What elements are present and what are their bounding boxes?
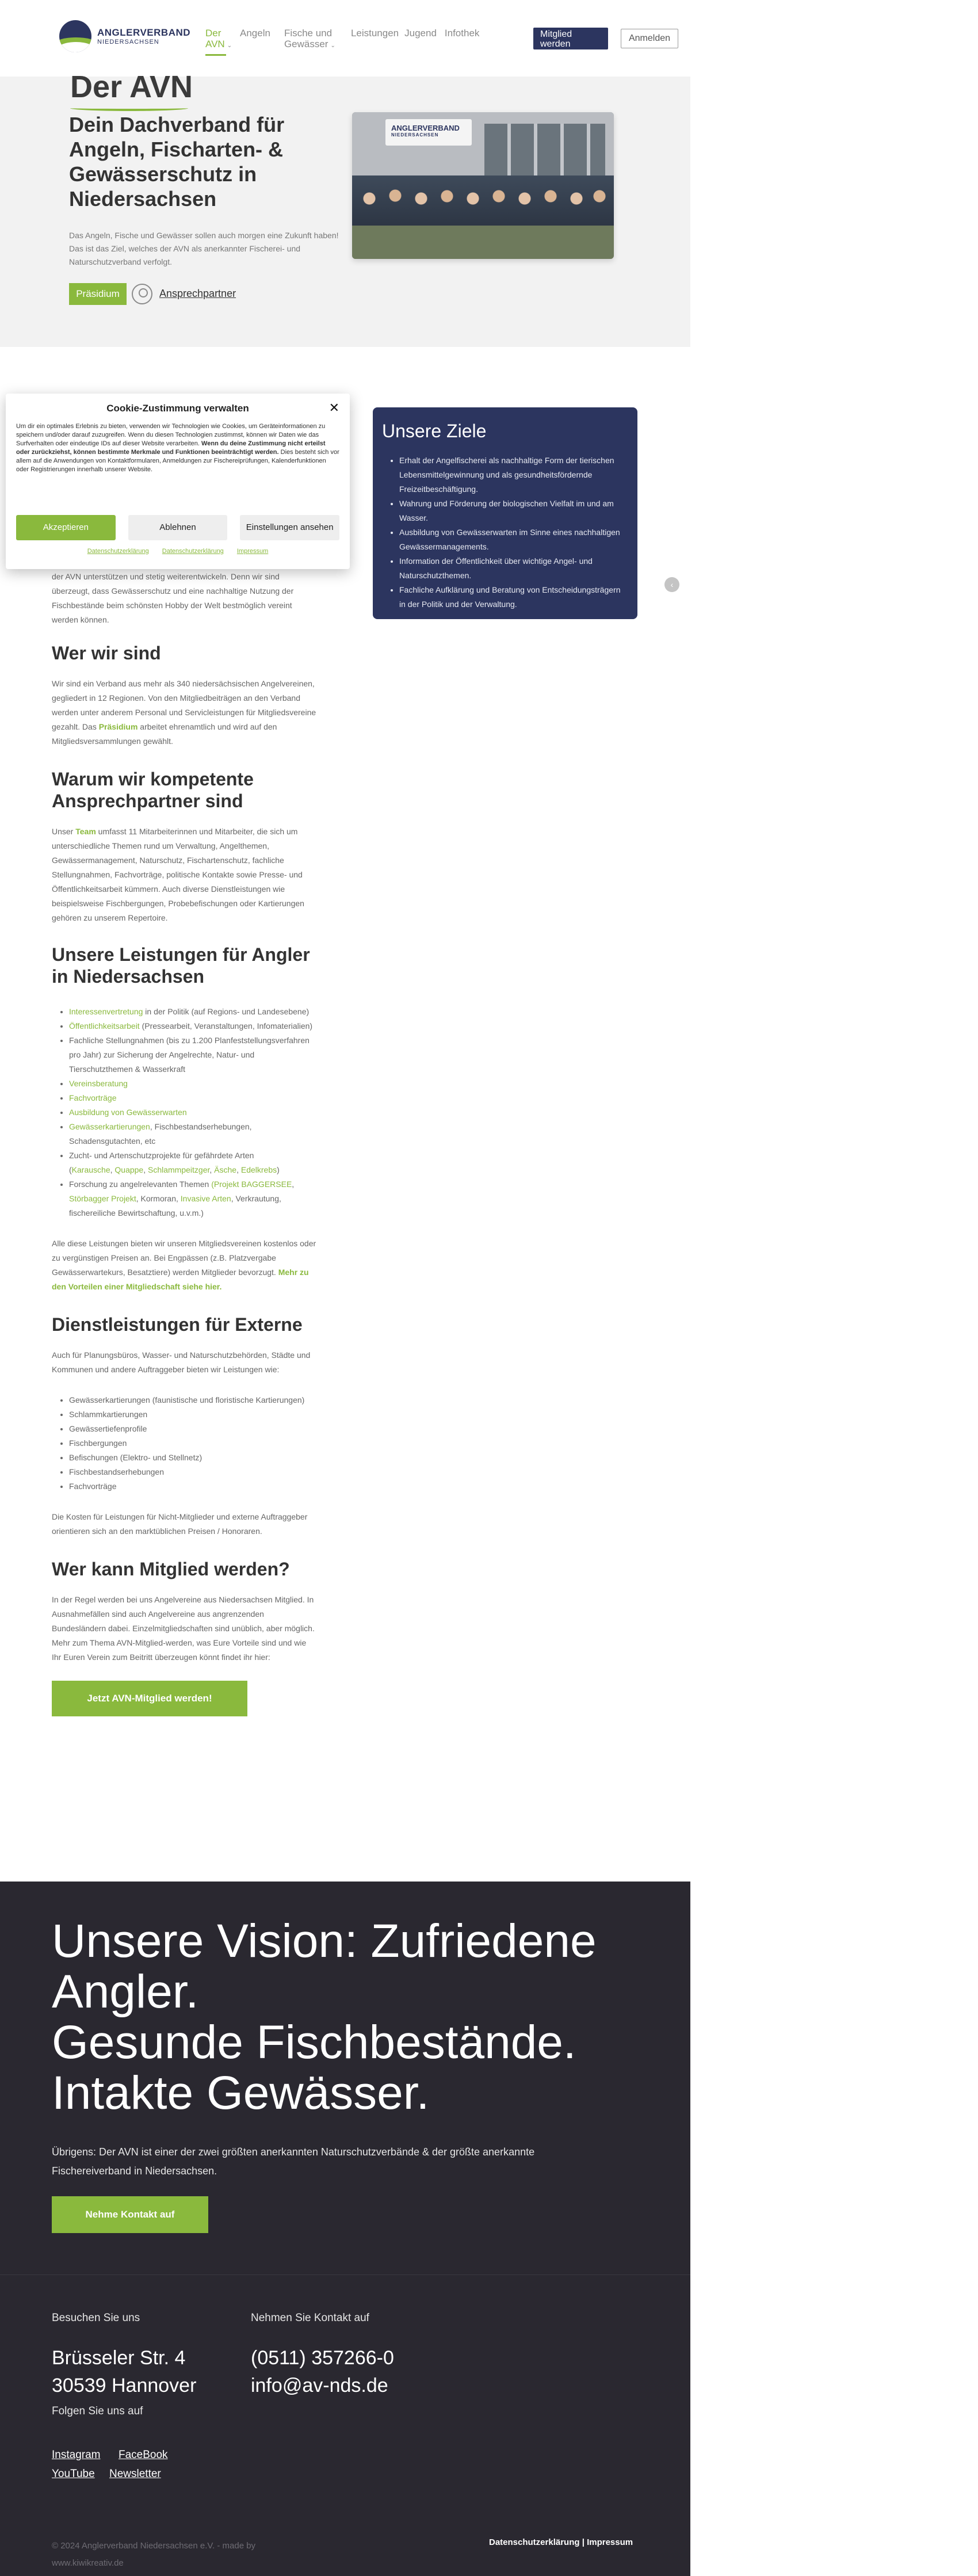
photo-building-sign: ANGLERVERBAND NIEDERSACHSEN <box>385 119 472 146</box>
kicker-underline <box>70 105 188 111</box>
leistungen-footer: Alle diese Leistungen bieten wir unseren Mitgliedsvereinen kostenlos oder zu vergünstigen Preisen an. Bei Engpässen (z.B. Platzvergabe Gewässerwartekurs, Besatztiere) werden Mitglieder bevorzugt. Mehr zu den Vorteilen einer Mitgliedschaft siehe hier. <box>52 1239 316 1291</box>
list-item: • Forschung zu angelrelevanten Themen (Projekt BAGGERSEE, Störbagger Projekt, Kormoran, Invasive Arten, Verkrautung, fischereiliche Bewirtschaftung, u.v.m.) <box>69 1177 316 1220</box>
nav-item-jugend[interactable]: Jugend <box>404 28 437 39</box>
section-title-extern: Dienstleistungen für Externe <box>52 1314 303 1335</box>
extern-footer: Die Kosten für Leistungen für Nicht-Mitglieder und externe Auftraggeber orientieren sich an den marktüblichen Preisen / Honoraren. <box>52 1512 308 1536</box>
hero-text: Das Angeln, Fische und Gewässer sollen auch morgen eine Zukunft haben! Das ist das Ziel, welches der AVN als anerkannter Fischerei- und Naturschutzverband verfolgt. <box>69 231 339 266</box>
close-icon[interactable]: ✕ <box>328 400 339 415</box>
deny-button[interactable]: Ablehnen <box>128 515 228 540</box>
group-photo <box>352 112 614 259</box>
accept-button[interactable]: Akzeptieren <box>16 515 116 540</box>
mitglied-text-1: In der Regel werden bei uns Angelvereine aus Niedersachsen Mitglied. In Ausnahmefällen sind auch Angelvereine aus angrenzenden Bundesländern dabei. Einzelmitgliedschaften sind unüblich, aber möglich. <box>52 1595 315 1633</box>
chevron-down-icon: ⌄ <box>330 43 335 49</box>
extern-list <box>52 1393 316 1494</box>
ansprechpartner-link[interactable]: Ansprechpartner <box>159 288 236 299</box>
section-title-wer: Wer wir sind <box>52 643 161 663</box>
vision-section <box>0 1882 690 2274</box>
cookie-title: Cookie-Zustimmung verwalten <box>106 403 249 414</box>
contact-label: Nehmen Sie Kontakt auf <box>251 2312 369 2324</box>
hero-cloud-divider <box>0 322 690 362</box>
nav-item-leistungen[interactable]: Leistungen <box>350 28 399 39</box>
site-footer <box>0 2274 690 2576</box>
contact-button[interactable]: Nehme Kontakt auf <box>52 2196 208 2233</box>
list-item: • Zucht- und Artenschutzprojekte für gefährdete Arten (Karausche, Quappe, Schlammpeitzger, Äsche, Edelkrebs) <box>69 1148 316 1177</box>
become-member-button[interactable]: Jetzt AVN-Mitglied werden! <box>52 1681 247 1716</box>
logo-mark-icon <box>59 20 91 52</box>
list-item: • Ausbildung von Gewässerwarten <box>69 1105 316 1120</box>
goals-list <box>382 453 628 612</box>
facebook-link[interactable]: FaceBook <box>119 2449 168 2461</box>
vision-title: Unsere Vision: Zufriedene Angler. Gesunde Fischbestände. Intakte Gewässer. <box>52 1915 597 2119</box>
photo-people <box>352 175 614 259</box>
leistungen-list <box>52 1005 316 1220</box>
member-button[interactable]: Mitglied werden <box>533 28 608 49</box>
slider-prev-icon[interactable]: ‹ <box>664 577 679 592</box>
address-street: Brüsseler Str. 4 <box>52 2347 186 2369</box>
nav-item-fische-und-gewaesser[interactable]: Fische und Gewässer ⌄ <box>284 28 335 49</box>
section-title-leistungen: Unsere Leistungen für Angler in Niedersachsen <box>52 944 310 987</box>
cookie-consent-dialog <box>6 394 350 569</box>
nav-item-angeln[interactable]: Angeln <box>240 28 270 39</box>
mitglied-text-2: Mehr zum Thema AVN-Mitglied-werden, was Eure Vorteile sind und wie Ihr Euren Verein zum Beitritt überzeugen könnt findet ihr hier: <box>52 1638 307 1662</box>
visit-label: Besuchen Sie uns <box>52 2312 140 2324</box>
praesidium-button[interactable]: Präsidium <box>69 283 127 305</box>
list-item: • Vereinsberatung <box>69 1077 316 1091</box>
list-item: • Fachvorträge <box>69 1479 316 1494</box>
login-button[interactable]: Anmelden <box>621 29 678 48</box>
list-item: • Interessenvertretung in der Politik (auf Regions- und Landesebene) <box>69 1005 316 1019</box>
intro-text: der AVN unterstützen und stetig weiterentwickeln. Denn wir sind überzeugt, dass Gewässerschutz und eine nachhaltige Nutzung der Fischbestände beim schönsten Hobby der Welt bestmöglich vereint werden können. <box>52 572 294 624</box>
list-item: • Fischbergungen <box>69 1436 316 1451</box>
site-header <box>0 0 690 77</box>
main-content <box>52 570 316 1716</box>
list-item: • Gewässerkartierungen, Fischbestandserhebungen, Schadensgutachten, etc <box>69 1120 316 1148</box>
extern-text: Auch für Planungsbüros, Wasser- und Naturschutzbehörden, Städte und Kommunen und andere Auftraggeber bieten wir Leistungen wie: <box>52 1350 311 1374</box>
chevron-down-icon: ⌄ <box>227 43 232 49</box>
vision-subtext: Übrigens: Der AVN ist einer der zwei größten anerkannten Naturschutzverbände & der größte anerkannte Fischereiverband in Niedersachsen. <box>52 2146 535 2177</box>
nav-item-der-avn[interactable]: Der AVN ⌄ <box>205 28 226 51</box>
list-item: • Fachliche Aufklärung und Beratung von Entscheidungsträgern in der Politik und der Verwaltung. <box>399 583 628 612</box>
privacy-link[interactable]: Datenschutzerklärung <box>87 548 149 555</box>
legal-links[interactable]: Datenschutzerklärung | Impressum <box>489 2537 633 2547</box>
instagram-link[interactable]: Instagram <box>52 2449 101 2461</box>
logo-text-line1: ANGLERVERBAND <box>97 27 191 38</box>
nav-item-infothek[interactable]: Infothek <box>444 28 480 39</box>
logo-text-line2: NIEDERSACHSEN <box>97 39 159 45</box>
goals-box <box>373 407 637 619</box>
address-city: 30539 Hannover <box>52 2375 197 2396</box>
list-item: • Fachliche Stellungnahmen (bis zu 1.200 Planfeststellungsverfahren pro Jahr) zur Sicherung der Angelrechte, Natur- und Tierschutzthemen & Wasserkraft <box>69 1033 316 1077</box>
list-item: • Gewässertiefenprofile <box>69 1422 316 1436</box>
wer-text: Wir sind ein Verband aus mehr als 340 niedersächsischen Angelvereinen, gegliedert in 12 Regionen. Von den Mitgliedbeiträgen an den Verband werden unter anderem Personal und Servicleistungen für Mitgliedsvereine gezahlt. Das Präsidium arbeitet ehrenamtlich und wird auf den Mitgliedsversammlungen gewählt. <box>52 679 316 746</box>
main-nav <box>205 28 493 51</box>
list-item: • Wahrung und Förderung der biologischen Vielfalt im und am Wasser. <box>399 497 628 525</box>
phone-link[interactable]: (0511) 357266-0 <box>251 2347 394 2369</box>
section-title-mitglied: Wer kann Mitglied werden? <box>52 1559 290 1579</box>
newsletter-link[interactable]: Newsletter <box>109 2468 161 2480</box>
list-item: • Fachvorträge <box>69 1091 316 1105</box>
cookie-links <box>6 548 350 555</box>
copyright: © 2024 Anglerverband Niedersachsen e.V. - made by www.kiwikreativ.de <box>52 2541 256 2568</box>
cookie-text: Um dir ein optimales Erlebnis zu bieten, verwenden wir Technologien wie Cookies, um Geräteinformationen zu speichern und/oder darauf zuzugreifen. Wenn du diesen Technologien zustimmst, können wir Daten wie das Surfverhalten oder eindeutige IDs auf dieser Website verarbeiten. Wenn du deine Zustimmung nicht erteilst oder zurückziehst, können bestimmte Merkmale und Funktionen beeinträchtigt werden. Dies besteht sich vor allem auf die Anwendungen von Kontaktformularen, Anmeldungen zur Fischereiprüfungen, Kalenderfunktionen oder Registrierungen innerhalb unserer Website. <box>16 423 339 473</box>
site-logo[interactable] <box>59 20 190 52</box>
list-item: • Fischbestandserhebungen <box>69 1465 316 1479</box>
hero-kicker: Der AVN <box>70 70 193 104</box>
settings-button[interactable]: Einstellungen ansehen <box>240 515 339 540</box>
email-link[interactable]: info@av-nds.de <box>251 2375 388 2396</box>
youtube-link[interactable]: YouTube <box>52 2468 95 2480</box>
team-link[interactable]: Team <box>75 827 96 836</box>
list-item: • Information der Öffentlichkeit über wichtige Angel- und Naturschutzthemen. <box>399 554 628 583</box>
list-item: • Gewässerkartierungen (faunistische und floristische Kartierungen) <box>69 1393 316 1407</box>
contact-person-icon[interactable] <box>132 284 152 304</box>
list-item: • Befischungen (Elektro- und Stellnetz) <box>69 1451 316 1465</box>
hero-title: Dein Dachverband für Angeln, Fischarten- & Gewässerschutz in Niedersachsen <box>69 113 285 211</box>
follow-label: Folgen Sie uns auf <box>52 2405 143 2417</box>
blank-area <box>690 0 978 2576</box>
membership-benefits-link[interactable]: Mehr zu den Vorteilen einer Mitgliedschaft siehe hier. <box>52 1268 309 1291</box>
privacy-link-2[interactable]: Datenschutzerklärung <box>162 548 224 555</box>
section-title-warum: Warum wir kompetente Ansprechpartner sind <box>52 769 254 811</box>
list-item: • Öffentlichkeitsarbeit (Pressearbeit, Veranstaltungen, Infomaterialien) <box>69 1019 316 1033</box>
warum-text: Unser Team umfasst 11 Mitarbeiterinnen und Mitarbeiter, die sich um unterschiedliche Themen rund um Verwaltung, Angelthemen, Gewässermanagement, Naturschutz, Fischartenschutz, fachliche Stellungnahmen, Fachvorträge, politische Kontakte sowie Presse- und Öffentlichkeitsarbeit kümmern. Auch diverse Dienstleistungen wie beispielsweise Fischbergungen, Probebefischungen oder Kartierungen gehören zu unserem Repertoire. <box>52 827 304 922</box>
list-item: • Erhalt der Angelfischerei als nachhaltige Form der tierischen Lebensmittelgewinnung und als gesundheitsfördernde Freizeitbeschäftigung. <box>399 453 628 497</box>
praesidium-link[interactable]: Präsidium <box>98 722 138 731</box>
goals-title: Unsere Ziele <box>382 421 487 441</box>
imprint-link[interactable]: Impressum <box>236 548 269 555</box>
list-item: • Schlammkartierungen <box>69 1407 316 1422</box>
list-item: • Ausbildung von Gewässerwarten im Sinne eines nachhaltigen Gewässermanagements. <box>399 525 628 554</box>
